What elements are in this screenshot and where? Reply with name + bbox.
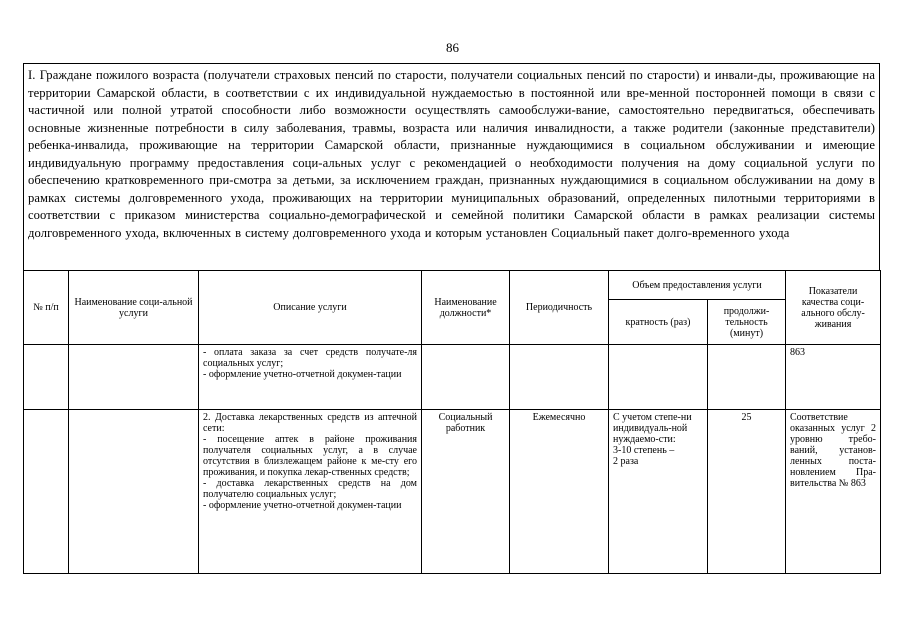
cell-description: [199, 345, 422, 410]
description-line: - оформление учетно-отчетной докумен-тации: [203, 369, 402, 380]
header-quality: Показатели качества соци-ального обслу-живания: [786, 271, 881, 345]
header-volume-group: Объем предоставления услуги: [609, 271, 786, 300]
recipient-category-heading: I. Граждане пожилого возраста (получатели страховых пенсий по старости, получатели социальных пенсий по старости) и инвали-ды, проживающие на территории Самарской области, в соответствии с их индивидуальной нуждаемостью в постоянной или вре-менной посторонней помощи в связи с частичной или полной утратой способности либо возможности осуществлять самообслужи-вание, самостоятельно передвигаться, обеспечивать основные жизненные потребности в силу заболевания, травмы, возраста или наличия инвалидности, а также родители (законные представители) ребенка-инвалида, проживающие на территории Самарской области, признанные нуждающимися в социальном обслуживании и имеющие индивидуальную программу предоставления соци-альных услуг с рекомендацией о необходимости получения на дому социальной услуги по обеспечению кратковременного при-смотра за детьми, за исключением граждан, признанных нуждающимися в социальном обслуживании на дому в рамках системы долговременного ухода, проживающих на территории муниципальных образований, определенных пилотными территориями в соответствии с приказом министерства социально-демографической и семейной политики Самарской области в рамках реализации системы долговременного ухода, включенных в систему долговременного ухода и которым установлен Социальный пакет долго-временного ухода: [23, 63, 880, 271]
description-line: - доставка лекарственных средств на дом получателю социальных услуг;: [203, 478, 417, 500]
header-periodicity: Периодичность: [510, 271, 609, 345]
cell-service-name: [69, 345, 199, 410]
table-row: [24, 410, 881, 574]
header-service-name: Наименование соци-альной услуги: [69, 271, 199, 345]
cell-position: [422, 345, 510, 410]
cell-description: [199, 410, 422, 574]
cell-duration: [708, 345, 786, 410]
description-line: - оформление учетно-отчетной докумен-тации: [203, 500, 402, 511]
services-table: [23, 270, 881, 574]
cell-periodicity: Ежемесячно: [510, 410, 609, 574]
cell-multiplicity: [609, 345, 708, 410]
header-num: № п/п: [24, 271, 69, 345]
cell-num: [24, 345, 69, 410]
description-line: - посещение аптек в районе проживания получателя социальных услуг, а в случае отсутствия в близлежащем районе к ме-сту его проживания, и покупка лекар-ственных средств;: [203, 434, 417, 478]
page-number: 86: [446, 40, 459, 55]
header-position: Наименование должности*: [422, 271, 510, 345]
header-duration: продолжи-тельность (минут): [708, 300, 786, 345]
cell-quality: 863: [786, 345, 881, 410]
cell-periodicity: [510, 345, 609, 410]
cell-service-name: [69, 410, 199, 574]
cell-multiplicity: С учетом степе-ни индивидуаль-ной нуждаемо-сти: 3-10 степень – 2 раза: [609, 410, 708, 574]
cell-duration: 25: [708, 410, 786, 574]
cell-num: [24, 410, 69, 574]
header-description: Описание услуги: [199, 271, 422, 345]
header-multiplicity: кратность (раз): [609, 300, 708, 345]
table-row: [24, 345, 881, 410]
description-line: - оплата заказа за счет средств получате-ля социальных услуг;: [203, 347, 417, 369]
cell-quality: Соответствие оказанных услуг 2 уровню требо-ваний, установ-ленных поста-новлением Пра-вительства № 863: [786, 410, 881, 574]
description-line: 2. Доставка лекарственных средств из аптечной сети:: [203, 412, 417, 434]
cell-position: Социальный работник: [422, 410, 510, 574]
